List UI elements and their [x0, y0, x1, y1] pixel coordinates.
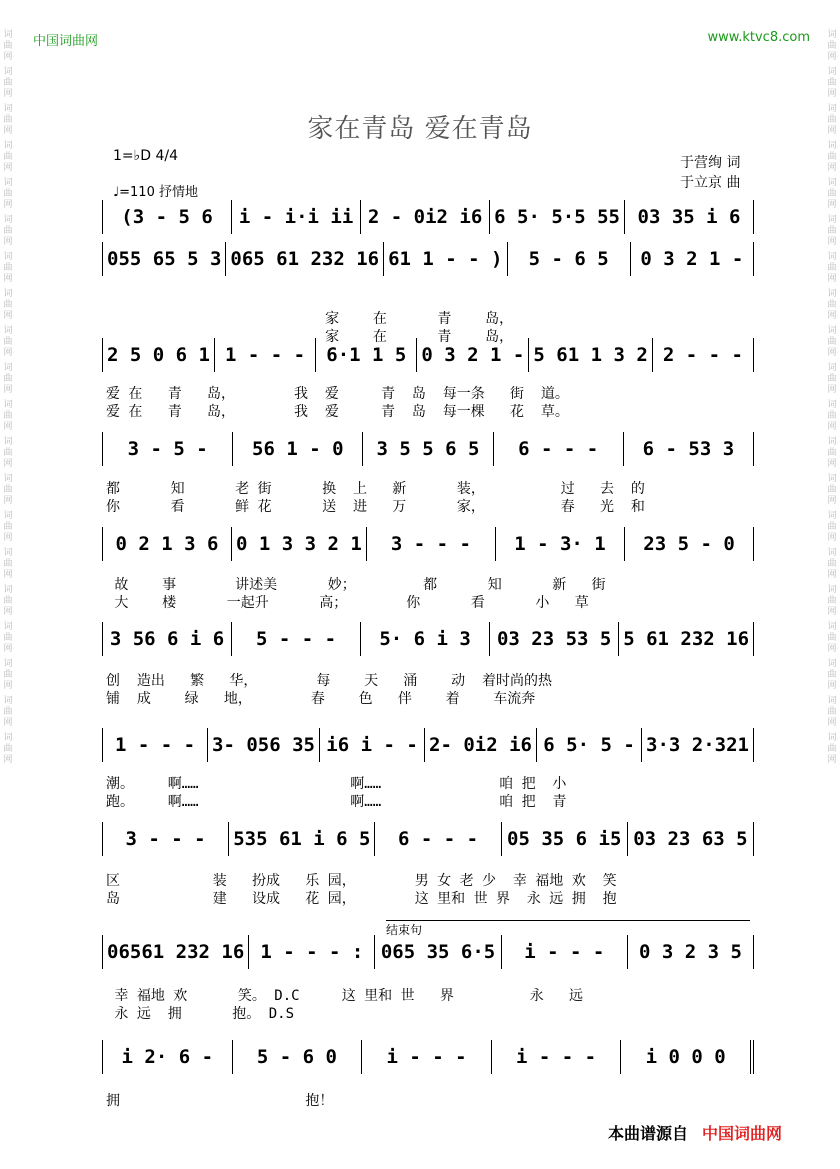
lyric-line: 爱 在 青 岛， 我 爱 青 岛 每一棵 花 草。 [106, 404, 569, 420]
lyric-line: 区 装 扮成 乐 园， 男 女 老 少 幸 福地 欢 笑 [106, 873, 617, 889]
measure: 61 1 - - ) [383, 242, 506, 276]
watermark-text: 词曲网 [827, 289, 837, 321]
measure: 3 - 5 - [102, 432, 232, 466]
lyric-line: 家 在 青 岛， [106, 329, 514, 345]
watermark-text: 词曲网 [827, 474, 837, 506]
notation-system [102, 527, 754, 561]
watermark-text: 词曲网 [3, 141, 13, 173]
credit-prefix: 本曲谱源自 [608, 1124, 689, 1143]
measure: 3- 056 35 [207, 728, 319, 762]
credit-brand: 中国词曲网 [702, 1124, 783, 1143]
song-title: 家在青岛 爱在青岛 [307, 114, 533, 144]
lyric-line: 创 造出 繁 华， 每 天 涌 动 着时尚的热 [106, 673, 553, 689]
lyric-line: 故 事 讲述美 妙； 都 知 新 街 [106, 577, 606, 593]
lyric-line: 永 远 拥 抱。 D.S [106, 1006, 295, 1022]
watermark-text: 词曲网 [3, 363, 13, 395]
measure: 3 - - - [102, 822, 228, 856]
watermark-text: 词曲网 [3, 696, 13, 728]
lyric-line: 你 看 鲜 花 送 进 万 家， 春 光 和 [106, 499, 645, 515]
watermark-text: 词曲网 [827, 104, 837, 136]
measure: (3 - 5 6 [102, 200, 231, 234]
key-signature: 1=♭D 4/4 [113, 148, 179, 164]
measure: 2 - - - [652, 338, 754, 372]
watermark-text: 词曲网 [827, 659, 837, 691]
measure: 1 - - - [214, 338, 315, 372]
measure: 3 - - - [366, 527, 495, 561]
composer-credit: 于立京 曲 [680, 175, 741, 191]
measure: 0 3 2 3 5 [627, 935, 754, 969]
watermark-text: 词曲网 [827, 252, 837, 284]
watermark-text: 词曲网 [827, 733, 837, 765]
lyric-line: 家 在 青 岛， [106, 311, 514, 327]
watermark-text: 词曲网 [3, 30, 13, 62]
notation-system [102, 822, 754, 856]
notation-system [102, 1040, 754, 1074]
measure: 6 - 53 3 [623, 432, 754, 466]
watermark-text: 词曲网 [827, 400, 837, 432]
measure: 0 3 2 1 - [416, 338, 528, 372]
source-credit [608, 1121, 782, 1144]
lyric-line: 铺 成 绿 地， 春 色 伴 着 车流奔 [106, 691, 536, 707]
lyricist-credit: 于营绚 词 [680, 155, 741, 171]
measure: 06561 232 16 [102, 935, 248, 969]
site-name-left: 中国词曲网 [33, 34, 99, 49]
watermark-text: 词曲网 [3, 622, 13, 654]
measure: i - i·i ii [231, 200, 360, 234]
ending-section-label: 结束句 [386, 920, 750, 938]
measure: 2 - 0i2 i6 [360, 200, 489, 234]
measure: 2- 0i2 i6 [424, 728, 536, 762]
watermark-text: 词曲网 [3, 474, 13, 506]
watermark-text: 词曲网 [3, 585, 13, 617]
measure: 6 5· 5·5 55 [489, 200, 624, 234]
measure: 03 35 i 6 [624, 200, 754, 234]
watermark-text: 词曲网 [827, 548, 837, 580]
measure: i - - - [491, 1040, 621, 1074]
watermark-text: 词曲网 [827, 622, 837, 654]
watermark-text: 词曲网 [3, 104, 13, 136]
measure: i 2· 6 - [102, 1040, 232, 1074]
notation-system [102, 242, 754, 276]
watermark-text: 词曲网 [3, 659, 13, 691]
measure: 1 - - - [102, 728, 207, 762]
measure: 0 3 2 1 - [630, 242, 754, 276]
measure: 5 - 6 5 [507, 242, 630, 276]
watermark-text: 词曲网 [3, 289, 13, 321]
measure: 6·1 1 5 [315, 338, 416, 372]
notation-system [102, 935, 754, 969]
measure: 5 61 1 3 2 [528, 338, 651, 372]
watermark-text: 词曲网 [827, 363, 837, 395]
notation-system [102, 432, 754, 466]
measure: 3·3 2·321 [641, 728, 754, 762]
measure: 5 - 6 0 [232, 1040, 362, 1074]
watermark-text: 词曲网 [3, 511, 13, 543]
measure: 1 - - - : [248, 935, 374, 969]
watermark-text: 词曲网 [3, 252, 13, 284]
lyric-line: 拥 抱！ [106, 1093, 334, 1109]
measure: 0 1 3 3 2 1 [231, 527, 366, 561]
measure: i - - - [501, 935, 627, 969]
watermark-text: 词曲网 [3, 178, 13, 210]
measure: 0 2 1 3 6 [102, 527, 231, 561]
measure: 23 5 - 0 [624, 527, 754, 561]
notation-system [102, 728, 754, 762]
measure: 065 61 232 16 [225, 242, 383, 276]
watermark-text: 词曲网 [827, 30, 837, 62]
notation-system [102, 622, 754, 656]
lyric-line: 幸 福地 欢 笑。 D.C 这 里和 世 界 永 远 [106, 988, 584, 1004]
notation-system [102, 200, 754, 234]
measure: 6 - - - [374, 822, 500, 856]
lyric-line: 岛 建 设成 花 园， 这 里和 世 界 永 远 拥 抱 [106, 891, 617, 907]
measure: 3 56 6 i 6 [102, 622, 231, 656]
measure: i - - - [361, 1040, 491, 1074]
lyric-line: 爱 在 青 岛， 我 爱 青 岛 每一条 街 道。 [106, 386, 569, 402]
measure: 5 - - - [231, 622, 360, 656]
measure: 6 5· 5 - [536, 728, 641, 762]
tempo-marking: ♩=110 抒情地 [113, 185, 198, 200]
watermark-text: 词曲网 [3, 437, 13, 469]
measure: 2 5 0 6 1 [102, 338, 214, 372]
watermark-text: 词曲网 [3, 67, 13, 99]
watermark-text: 词曲网 [827, 326, 837, 358]
watermark-text: 词曲网 [3, 733, 13, 765]
measure: 6 - - - [493, 432, 623, 466]
watermark-text: 词曲网 [827, 141, 837, 173]
lyric-line: 都 知 老 街 换 上 新 装， 过 去 的 [106, 481, 645, 497]
measure: i6 i - - [319, 728, 424, 762]
lyric-line: 潮。 啊…… 啊…… 咱 把 小 [106, 776, 567, 792]
watermark-text: 词曲网 [3, 215, 13, 247]
measure: 03 23 53 5 [489, 622, 618, 656]
measure: 1 - 3· 1 [495, 527, 624, 561]
measure: 5 61 232 16 [618, 622, 754, 656]
measure: 5· 6 i 3 [360, 622, 489, 656]
measure: 05 35 6 i5 [501, 822, 627, 856]
measure: 03 23 63 5 [627, 822, 754, 856]
measure: 535 61 i 6 5 [228, 822, 374, 856]
watermark-text: 词曲网 [3, 326, 13, 358]
watermark-text: 词曲网 [827, 696, 837, 728]
lyric-line: 大 楼 一起升 高； 你 看 小 草 [106, 595, 589, 611]
watermark-text: 词曲网 [827, 67, 837, 99]
measure: 3 5 5 6 5 [362, 432, 492, 466]
watermark-text: 词曲网 [3, 548, 13, 580]
watermark-text: 词曲网 [827, 178, 837, 210]
site-url-right: www.ktvc8.com [707, 30, 810, 45]
watermark-text: 词曲网 [827, 437, 837, 469]
measure: 065 35 6·5 [374, 935, 500, 969]
measure: 055 65 5 3 [102, 242, 225, 276]
measure: 56 1 - 0 [232, 432, 362, 466]
watermark-text: 词曲网 [3, 400, 13, 432]
watermark-text: 词曲网 [827, 585, 837, 617]
watermark-text: 词曲网 [827, 511, 837, 543]
lyric-line: 跑。 啊…… 啊…… 咱 把 青 [106, 794, 567, 810]
measure: i 0 0 0 [620, 1040, 754, 1074]
watermark-text: 词曲网 [827, 215, 837, 247]
